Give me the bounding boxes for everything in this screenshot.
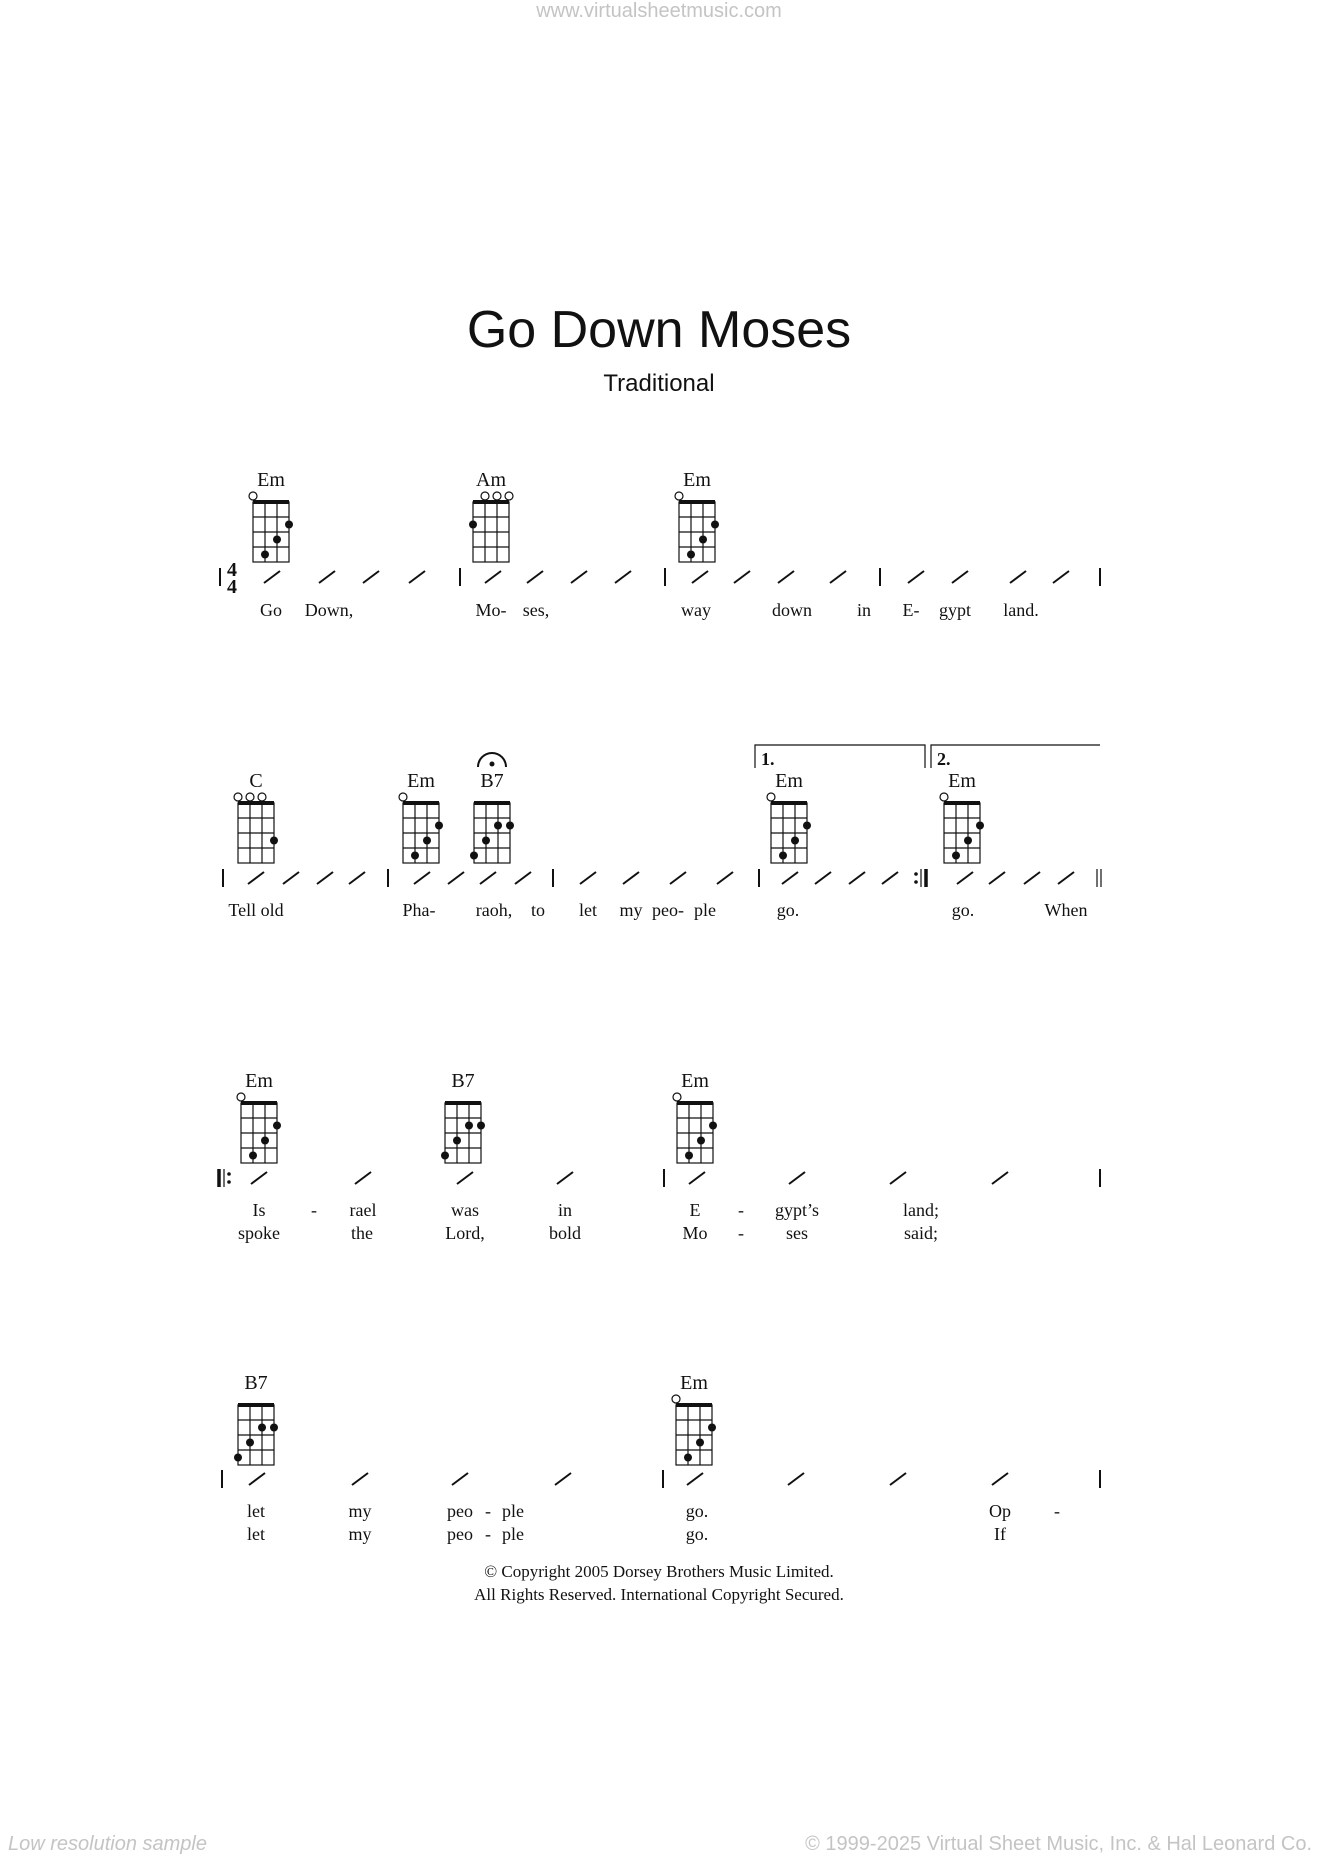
beat-slash (670, 872, 686, 884)
chord-name: Am (476, 469, 506, 491)
chord-diagram (673, 1093, 717, 1163)
lyric-word: way (681, 600, 711, 620)
beat-slash (1053, 571, 1069, 583)
open-string-marker (493, 492, 501, 500)
lyric-word: go. (685, 1501, 709, 1521)
open-string-marker (237, 1093, 245, 1101)
beat-slash (992, 1172, 1008, 1184)
beat-slash (890, 1473, 906, 1485)
beat-slash (734, 571, 750, 583)
composer: Traditional (603, 370, 715, 397)
beat-slash (849, 872, 865, 884)
chord-diagram (399, 793, 443, 863)
lyric-word: let (247, 1501, 265, 1521)
beat-slash (687, 1473, 703, 1485)
beat-slash (249, 1473, 265, 1485)
watermark-url: www.virtualsheetmusic.com (536, 0, 782, 22)
beat-slash (992, 1473, 1008, 1485)
chord-name: Em (257, 469, 285, 491)
beat-slash (717, 872, 733, 884)
lyric-word: raoh, (475, 900, 513, 920)
chord-name: C (249, 770, 263, 792)
beat-slash (882, 872, 898, 884)
finger-dot (477, 1122, 485, 1130)
lyric-word: in (856, 600, 872, 620)
beat-slash (251, 1172, 267, 1184)
beat-slash (448, 872, 464, 884)
beat-slash (1024, 872, 1040, 884)
beat-slash (952, 571, 968, 583)
finger-dot (711, 521, 719, 529)
chord-diagram (767, 793, 811, 863)
beat-slash (778, 571, 794, 583)
finger-dot (494, 822, 502, 830)
finger-dot (453, 1137, 461, 1145)
lyric-word: E- (902, 600, 920, 620)
second-ending-label: 2. (937, 749, 951, 769)
finger-dot (285, 521, 293, 529)
lyric-word: Pha- (402, 900, 436, 920)
first-ending-bracket (755, 745, 925, 768)
finger-dot (411, 852, 419, 860)
beat-slash (264, 571, 280, 583)
finger-dot (273, 536, 281, 544)
lyric-word: ple (502, 1524, 524, 1544)
finger-dot (441, 1152, 449, 1160)
chord-diagram (940, 793, 984, 863)
finger-dot (708, 1424, 716, 1432)
finger-dot (709, 1122, 717, 1130)
chord-diagram (675, 492, 719, 562)
lyric-word: Go (260, 600, 282, 620)
lyric-word: the (351, 1223, 373, 1243)
finger-dot (696, 1439, 704, 1447)
finger-dot (273, 1122, 281, 1130)
finger-dot (699, 536, 707, 544)
time-signature-bottom: 4 (227, 576, 237, 598)
beat-slash (555, 1473, 571, 1485)
lyric-word: When (1044, 900, 1088, 920)
lyric-word: peo (447, 1524, 473, 1544)
open-string-marker (767, 793, 775, 801)
beat-slash (349, 872, 365, 884)
open-string-marker (481, 492, 489, 500)
fermata-dot (490, 762, 495, 767)
chord-name: Em (775, 770, 803, 792)
lyric-word: ses (786, 1223, 808, 1243)
finger-dot (964, 837, 972, 845)
beat-slash (414, 872, 430, 884)
lyric-word: rael (349, 1200, 377, 1220)
beat-slash (409, 571, 425, 583)
beat-slash (571, 571, 587, 583)
beat-slash (789, 1172, 805, 1184)
first-ending-label: 1. (761, 749, 775, 769)
beat-slash (615, 571, 631, 583)
lyric-word: Lord, (445, 1223, 485, 1243)
open-string-marker (249, 492, 257, 500)
beat-slash (908, 571, 924, 583)
lyric-word: said; (904, 1223, 938, 1243)
open-string-marker (246, 793, 254, 801)
repeat-dot (914, 872, 918, 876)
beat-slash (283, 872, 299, 884)
copyright-line-2: All Rights Reserved. International Copyright Secured. (474, 1585, 844, 1604)
open-string-marker (234, 793, 242, 801)
finger-dot (246, 1439, 254, 1447)
lyric-word: Op (989, 1501, 1011, 1521)
lyric-word: land. (1003, 600, 1039, 620)
chord-name: B7 (244, 1372, 268, 1394)
finger-dot (435, 822, 443, 830)
lyric-word: - (311, 1200, 317, 1220)
beat-slash (689, 1172, 705, 1184)
finger-dot (952, 852, 960, 860)
beat-slash (319, 571, 335, 583)
beat-slash (515, 872, 531, 884)
lyric-word: If (994, 1524, 1006, 1544)
lyric-word: - (1054, 1501, 1060, 1521)
repeat-dot (914, 880, 918, 884)
open-string-marker (673, 1093, 681, 1101)
beat-slash (957, 872, 973, 884)
footer-copyright: © 1999-2025 Virtual Sheet Music, Inc. & Hal Leonard Co. (805, 1833, 1312, 1855)
repeat-dot (227, 1172, 231, 1176)
chord-name: Em (683, 469, 711, 491)
chord-diagram (237, 1093, 281, 1163)
lyric-word: land; (903, 1200, 939, 1220)
chord-name: B7 (480, 770, 504, 792)
beat-slash (485, 571, 501, 583)
beat-slash (890, 1172, 906, 1184)
finger-dot (423, 837, 431, 845)
lyric-word: peo (447, 1501, 473, 1521)
song-title: Go Down Moses (466, 301, 852, 359)
finger-dot (465, 1122, 473, 1130)
finger-dot (684, 1454, 692, 1462)
beat-slash (623, 872, 639, 884)
lyric-word: bold (548, 1223, 582, 1243)
beat-slash (788, 1473, 804, 1485)
finger-dot (261, 551, 269, 559)
finger-dot (779, 852, 787, 860)
chord-name: Em (680, 1372, 708, 1394)
finger-dot (234, 1454, 242, 1462)
lyric-word: ple (502, 1501, 524, 1521)
lyric-word: go. (776, 900, 800, 920)
beat-slash (457, 1172, 473, 1184)
beat-slash (580, 872, 596, 884)
beat-slash (1010, 571, 1026, 583)
beat-slash (248, 872, 264, 884)
lyric-word: Down, (304, 600, 354, 620)
lyric-word: Mo- (475, 600, 507, 620)
chord-name: B7 (451, 1070, 475, 1092)
lyric-word: my (619, 900, 643, 920)
chord-diagram (672, 1395, 716, 1465)
chord-diagram (234, 1405, 278, 1465)
repeat-dot (227, 1180, 231, 1184)
lyric-word: let (247, 1524, 265, 1544)
open-string-marker (258, 793, 266, 801)
lyric-word: to (530, 900, 546, 920)
lyric-word: go. (951, 900, 975, 920)
finger-dot (791, 837, 799, 845)
finger-dot (685, 1152, 693, 1160)
beat-slash (355, 1172, 371, 1184)
finger-dot (976, 822, 984, 830)
finger-dot (687, 551, 695, 559)
lyric-word: let (579, 900, 597, 920)
lyric-word: Mo (682, 1223, 708, 1243)
chord-diagram (441, 1103, 485, 1163)
lyric-word: gypt (938, 600, 972, 620)
finger-dot (270, 1424, 278, 1432)
open-string-marker (672, 1395, 680, 1403)
lyric-word: my (348, 1501, 372, 1521)
beat-slash (480, 872, 496, 884)
second-ending-bracket (931, 745, 1100, 768)
finger-dot (270, 837, 278, 845)
finger-dot (470, 852, 478, 860)
finger-dot (697, 1137, 705, 1145)
lyric-word: down (772, 600, 812, 620)
finger-dot (506, 822, 514, 830)
lyric-word: spoke (238, 1223, 280, 1243)
lyric-word: was (451, 1200, 479, 1220)
finger-dot (249, 1152, 257, 1160)
lyric-word: in (557, 1200, 573, 1220)
chord-diagram (470, 803, 514, 863)
copyright-line-1: © Copyright 2005 Dorsey Brothers Music Limited. (484, 1562, 834, 1581)
finger-dot (803, 822, 811, 830)
chord-name: Em (407, 770, 435, 792)
lyric-word: - (738, 1223, 744, 1243)
chord-diagram (469, 492, 513, 562)
time-signature-top: 4 (227, 559, 237, 581)
beat-slash (692, 571, 708, 583)
chord-diagram (249, 492, 293, 562)
lyric-word: gypt’s (774, 1200, 820, 1220)
lyric-word: Is (252, 1200, 266, 1220)
chord-diagram (234, 793, 278, 863)
beat-slash (830, 571, 846, 583)
finger-dot (482, 837, 490, 845)
finger-dot (261, 1137, 269, 1145)
lyric-word: - (738, 1200, 744, 1220)
open-string-marker (675, 492, 683, 500)
low-res-notice: Low resolution sample (8, 1833, 207, 1855)
lyric-word: - (485, 1524, 491, 1544)
beat-slash (363, 571, 379, 583)
chord-name: Em (681, 1070, 709, 1092)
open-string-marker (940, 793, 948, 801)
beat-slash (1058, 872, 1074, 884)
lyric-word: my (348, 1524, 372, 1544)
beat-slash (527, 571, 543, 583)
lyric-word: Tell old (228, 900, 284, 920)
lyric-word: peo- (652, 900, 684, 920)
chord-name: Em (245, 1070, 273, 1092)
chord-name: Em (948, 770, 976, 792)
open-string-marker (399, 793, 407, 801)
lyric-word: ses, (522, 600, 550, 620)
beat-slash (989, 872, 1005, 884)
open-string-marker (505, 492, 513, 500)
beat-slash (557, 1172, 573, 1184)
lyric-word: - (485, 1501, 491, 1521)
lyric-word: go. (685, 1524, 709, 1544)
beat-slash (782, 872, 798, 884)
beat-slash (815, 872, 831, 884)
beat-slash (352, 1473, 368, 1485)
finger-dot (258, 1424, 266, 1432)
finger-dot (469, 521, 477, 529)
beat-slash (452, 1473, 468, 1485)
lyric-word: E (689, 1200, 701, 1220)
beat-slash (317, 872, 333, 884)
lyric-word: ple (694, 900, 716, 920)
